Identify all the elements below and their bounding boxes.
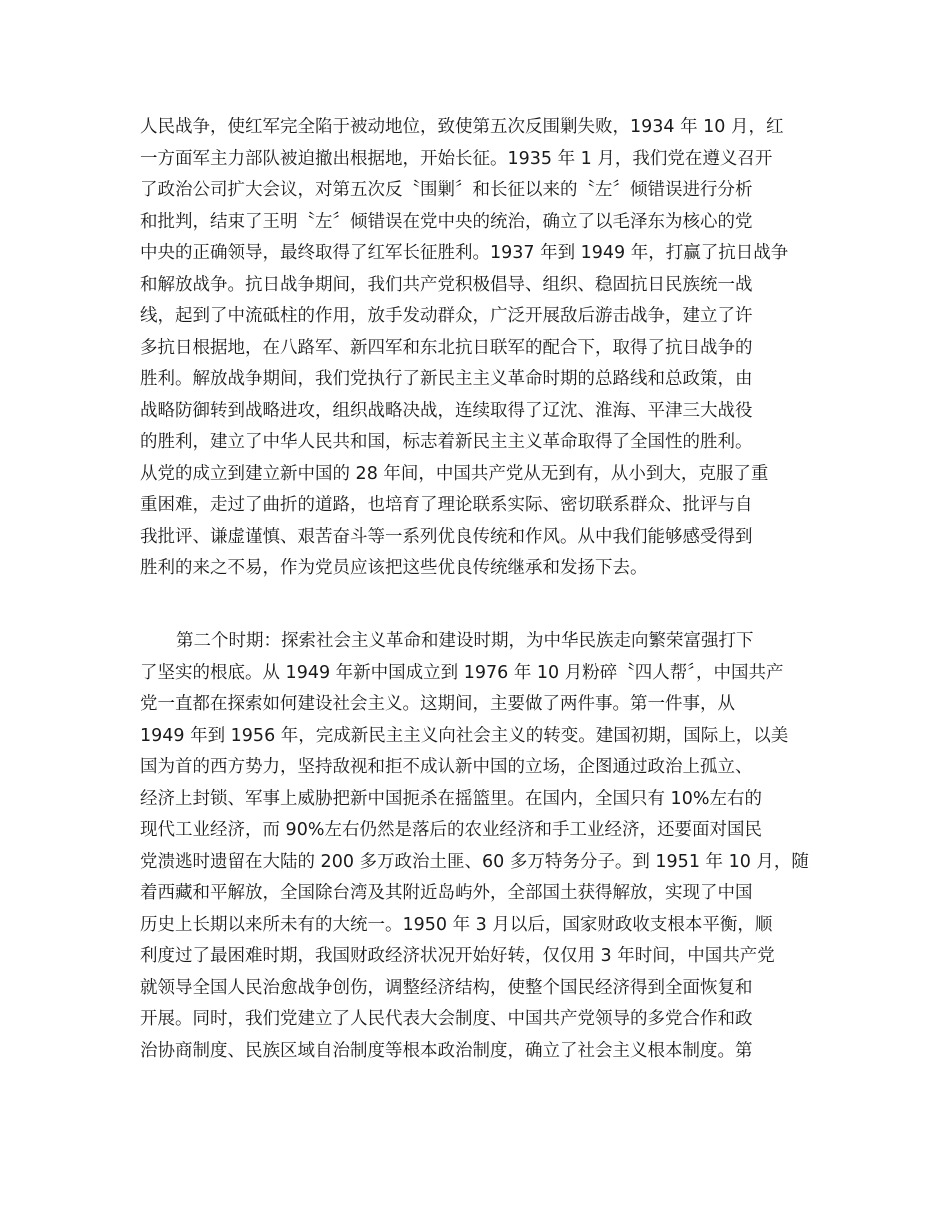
text-line: 党溃逃时遗留在大陆的 200 多万政治土匪、60 多万特务分子。到 1951 年 10 月，随 <box>140 851 809 872</box>
text-line: 中央的正确领导，最终取得了红军长征胜利。1937 年到 1949 年，打赢了抗日战争 <box>140 243 789 263</box>
text-line: 我批评、谦虚谨慎、艰苦奋斗等一系列优良传统和作风。从中我们能够感受得到 <box>140 526 753 547</box>
text-line: 历史上长期以来所未有的大统一。1950 年 3 月以后，国家财政收支根本平衡，顺 <box>140 914 773 935</box>
text-line: 胜利。解放战争期间，我们党执行了新民主主义革命时期的总路线和总政策，由 <box>140 369 753 389</box>
text-line: 党一直都在探索如何建设社会主义。这期间，主要做了两件事。第一件事，从 <box>140 694 735 714</box>
text-line: 经济上封锁、军事上威胁把新中国扼杀在摇篮里。在国内，全国只有 10%左右的 <box>140 788 762 809</box>
text-line: 现代工业经济，而 90%左右仍然是落后的农业经济和手工业经济，还要面对国民 <box>140 820 762 840</box>
text-line: 胜利的来之不易，作为党员应该把这些优良传统继承和发扬下去。 <box>140 558 648 578</box>
text-line: 1949 年到 1956 年，完成新民主主义向社会主义的转变。建国初期，国际上，以美 <box>140 725 789 746</box>
text-line: 了坚实的根底。从 1949 年新中国成立到 1976 年 10 月粉碎〝四人帮〞，中国共产 <box>140 662 784 683</box>
text-line: 线，起到了中流砥柱的作用，放手发动群众，广泛开展敌后游击战争，建立了许 <box>140 306 753 326</box>
text-line: 多抗日根据地，在八路军、新四军和东北抗日联军的配合下，取得了抗日战争的 <box>140 337 753 358</box>
text-line: 战略防御转到战略进攻，组织战略决战，连续取得了辽沈、淮海、平津三大战役 <box>140 400 753 421</box>
paragraph <box>140 112 810 585</box>
text-line: 和批判，结束了王明〝左〞倾错误在党中央的统治，确立了以毛泽东为核心的党 <box>140 211 753 232</box>
text-line: 的胜利，建立了中华人民共和国，标志着新民主主义革命取得了全国性的胜利。 <box>140 432 753 452</box>
text-line: 一方面军主力部队被迫撤出根据地，开始长征。1935 年 1 月，我们党在遵义召开 <box>140 148 773 169</box>
paragraph <box>140 626 810 1067</box>
text-line: 了政治公司扩大会议，对第五次反〝围剿〞和长征以来的〝左〞倾错误进行分析 <box>140 180 753 200</box>
text-line: 人民战争，使红军完全陷于被动地位，致使第五次反围剿失败，1934 年 10 月，红 <box>140 117 784 137</box>
text-line: 开展。同时，我们党建立了人民代表大会制度、中国共产党领导的多党合作和政 <box>140 1009 753 1029</box>
text-line: 着西藏和平解放，全国除台湾及其附近岛屿外，全部国土获得解放，实现了中国 <box>140 883 753 903</box>
text-line: 和解放战争。抗日战争期间，我们共产党积极倡导、组织、稳固抗日民族统一战 <box>140 274 753 295</box>
text-line: 就领导全国人民治愈战争创伤，调整经济结构，使整个国民经济得到全面恢复和 <box>140 977 753 998</box>
text-line: 重困难，走过了曲折的道路，也培育了理论联系实际、密切联系群众、批评与自 <box>140 495 753 515</box>
text-line: 利度过了最困难时期，我国财政经济状况开始好转，仅仅用 3 年时间，中国共产党 <box>140 946 775 966</box>
text-line: 国为首的西方势力，坚持敌视和拒不成认新中国的立场，企图通过政治上孤立、 <box>140 757 753 777</box>
text-line: 从党的成立到建立新中国的 28 年间，中国共产党从无到有，从小到大，克服了重 <box>140 463 769 484</box>
text-line: 治协商制度、民族区域自治制度等根本政治制度，确立了社会主义根本制度。第 <box>140 1040 753 1061</box>
text-line: 第二个时期：探索社会主义革命和建设时期，为中华民族走向繁荣富强打下 <box>176 631 754 651</box>
